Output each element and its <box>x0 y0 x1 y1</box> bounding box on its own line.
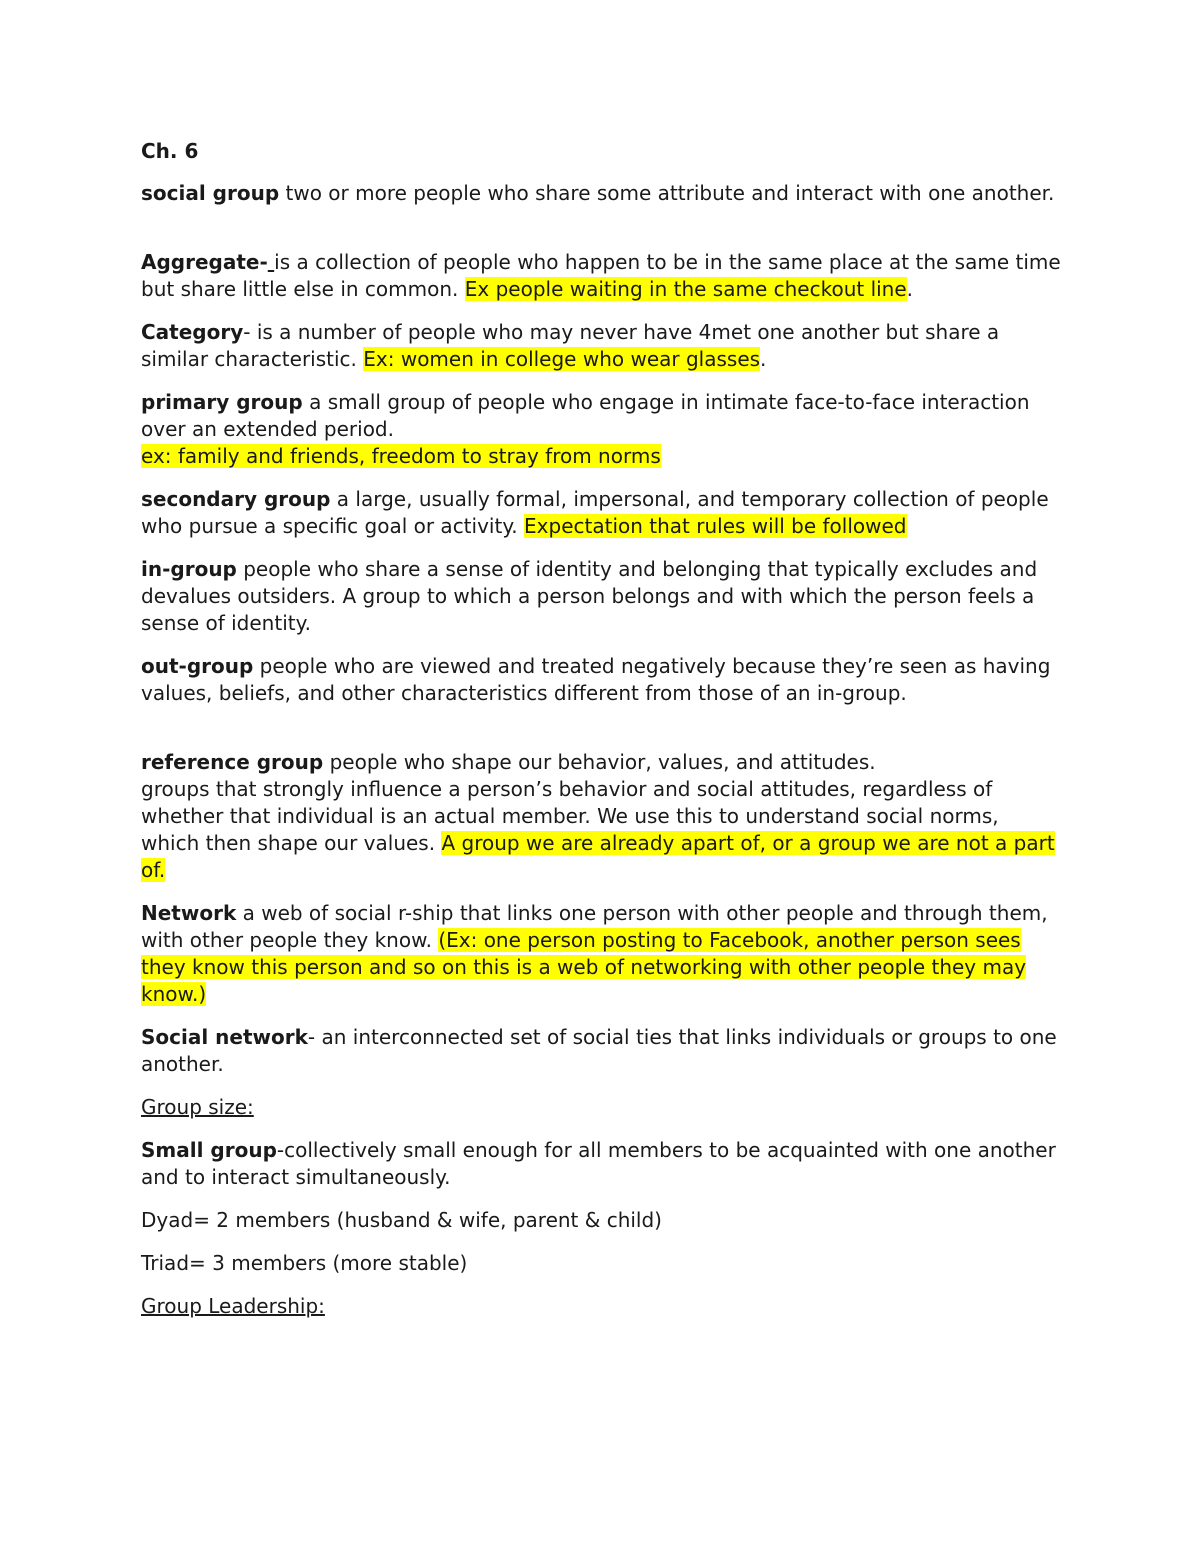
heading-group-size-text: Group size: <box>141 1095 254 1119</box>
triad-line: Triad= 3 members (more stable) <box>141 1251 468 1275</box>
definition-aggregate <box>141 249 1061 303</box>
definition-tail: . <box>906 277 914 301</box>
definition-out-group <box>141 653 1061 707</box>
definition-text: - an interconnected set of social ties that links individuals or groups to one another. <box>141 1025 1057 1076</box>
definition-secondary-group <box>141 486 1061 540</box>
term-secondary-group: secondary group <box>141 487 331 511</box>
document-page <box>141 138 1061 1336</box>
definition-social-group <box>141 180 1061 207</box>
term-network: Network <box>141 901 237 925</box>
definition-text: a web of social r-ship that links one person with other people and through them, with other people they know. <box>141 901 1048 952</box>
definition-in-group <box>141 556 1061 637</box>
definition-text: a large, usually formal, impersonal, and temporary collection of people who pursue a specific goal or activity. <box>141 487 1049 538</box>
definition-small-group <box>141 1137 1061 1191</box>
definition-reference-group <box>141 749 1061 884</box>
heading-group-leadership <box>141 1293 1061 1320</box>
term-aggregate: Aggregate- <box>141 250 268 274</box>
definition-text: people who shape our behavior, values, and attitudes. <box>323 750 876 774</box>
term-small-group: Small group <box>141 1138 277 1162</box>
definition-network <box>141 900 1061 1008</box>
heading-group-leadership-text: Group Leadership: <box>141 1294 325 1318</box>
definition-text: -collectively small enough for all members to be acquainted with one another and to interact simultaneously. <box>141 1138 1056 1189</box>
term-social-network: Social network <box>141 1025 308 1049</box>
chapter-title: Ch. 6 <box>141 139 199 163</box>
definition-tail: . <box>760 347 767 371</box>
term-out-group: out-group <box>141 654 254 678</box>
term-in-group: in-group <box>141 557 237 581</box>
definition-text-2: groups that strongly influence a person’s behavior and social attitudes, regardless of whether that individual is an actual member. We use this to understand social norms, which then shape our values. <box>141 777 999 855</box>
definition-text: people who are viewed and treated negatively because they’re seen as having values, beliefs, and other characteristics different from those of an in-group. <box>141 654 1051 705</box>
definition-text: is a collection of people who happen to be in the same place at the same time but share little else in common. <box>141 250 1061 301</box>
highlighted-example: ex: family and friends, freedom to stray from norms <box>141 444 661 468</box>
term-social-group: social group <box>141 181 280 205</box>
highlighted-example: Expectation that rules will be followed <box>524 514 907 538</box>
definition-social-network <box>141 1024 1061 1078</box>
definition-text: people who share a sense of identity and belonging that typically excludes and devalues outsiders. A group to which a person belongs and with which the person feels a sense of identity. <box>141 557 1038 635</box>
highlighted-example: Ex: women in college who wear glasses <box>363 347 761 371</box>
definition-text: a small group of people who engage in intimate face-to-face interaction over an extended period. <box>141 390 1030 441</box>
definition-text: two or more people who share some attribute and interact with one another. <box>279 181 1055 205</box>
highlighted-example: (Ex: one person posting to Facebook, another person sees they know this person and so on this is a web of networking with other people they may know.) <box>141 928 1027 1006</box>
term-primary-group: primary group <box>141 390 303 414</box>
highlighted-example: A group we are already apart of, or a group we are not a part of. <box>141 831 1055 882</box>
highlighted-example: Ex people waiting in the same checkout line <box>464 277 907 301</box>
definition-primary-group <box>141 389 1061 470</box>
term-category: Category <box>141 320 244 344</box>
heading-group-size <box>141 1094 1061 1121</box>
term-reference-group: reference group <box>141 750 324 774</box>
definition-text: - is a number of people who may never have 4met one another but share a similar characteristic. <box>141 320 1000 371</box>
definition-category <box>141 319 1061 373</box>
dyad-line: Dyad= 2 members (husband & wife, parent & child) <box>141 1208 662 1232</box>
